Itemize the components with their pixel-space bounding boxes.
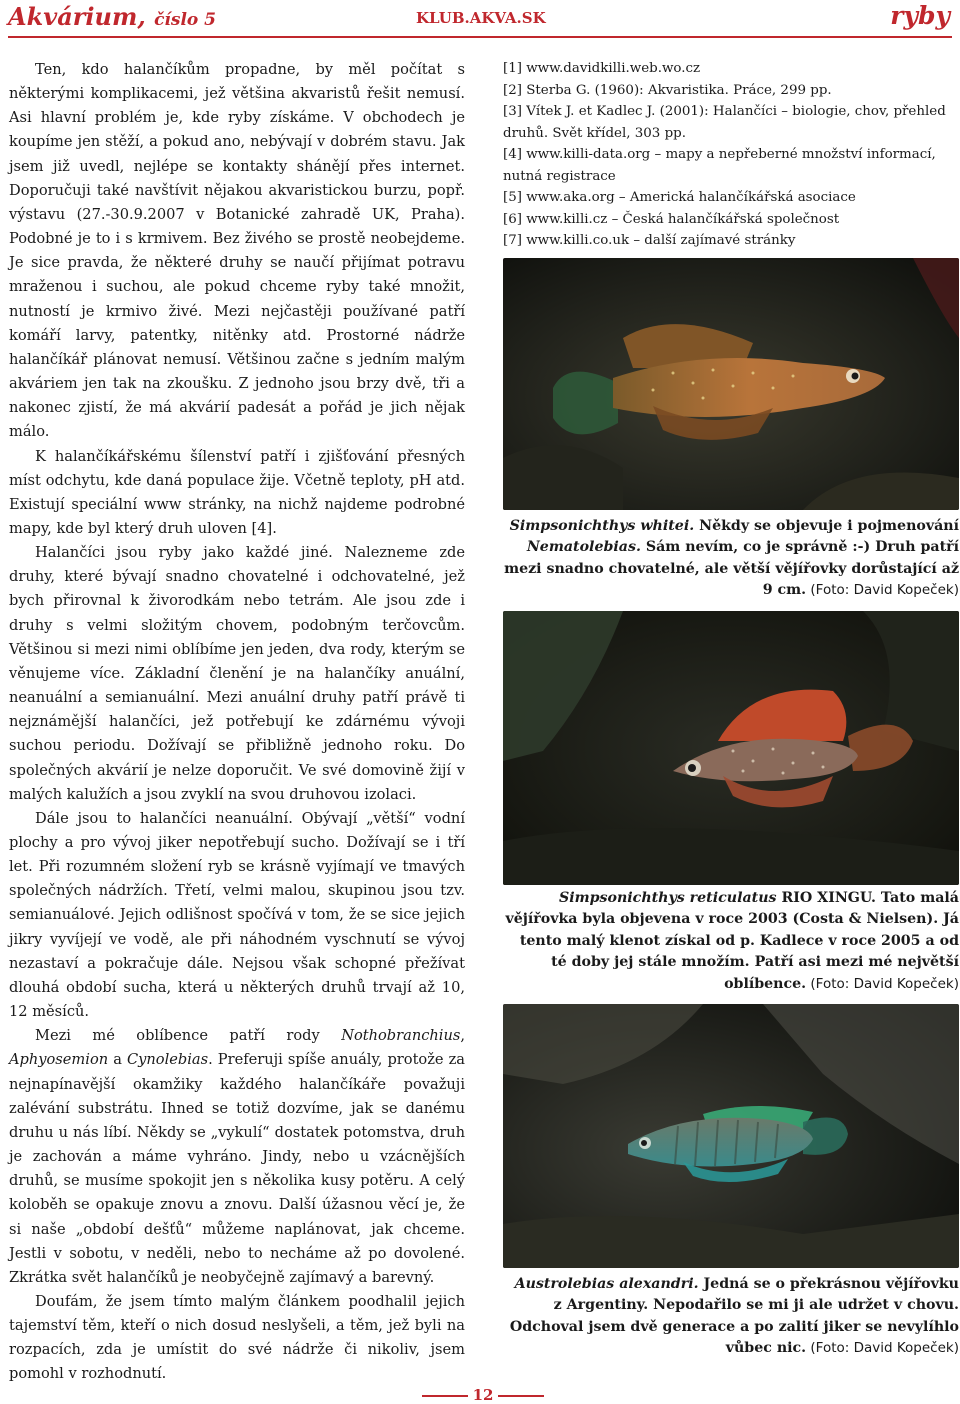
photo-credit: (Foto: David Kopeček): [806, 1340, 959, 1357]
genus-nothobranchius: Nothobranchius: [341, 1027, 461, 1045]
paragraph-5: [9, 1024, 465, 1290]
page-header: [8, 0, 952, 36]
photo-caption-3: [503, 1274, 959, 1360]
paragraph-5-text-b: ,: [460, 1027, 465, 1045]
reference-list: [503, 58, 959, 252]
magazine-name: Akvárium,: [8, 2, 146, 31]
caption-species: Simpsonichthys whitei.: [509, 518, 695, 534]
photo-caption-1: [503, 516, 959, 602]
article-body: [9, 58, 465, 1387]
genus-aphyosemion: Aphyosemion: [9, 1051, 109, 1069]
caption-text-2: Sám nevím, co je správně :-) Druh patří mezi snadno chovatelné, ale větší vějířovky dorůstající až 9 cm.: [504, 539, 959, 599]
magazine-title: [8, 2, 216, 31]
page-number: 12: [472, 1386, 494, 1404]
caption-text: Někdy se objevuje i pojmenování: [694, 518, 959, 534]
footer-rule-right: [498, 1395, 544, 1397]
reference-item: [1] www.davidkilli.web.wo.cz: [503, 61, 701, 76]
reference-item: [3] Vítek J. et Kadlec J. (2001): Halančíci – biologie, chov, přehled druhů. Svět křídel, 303 pp.: [503, 104, 946, 141]
caption-species: Austrolebias alexandri.: [514, 1276, 699, 1292]
paragraph-1: Ten, kdo halančíkům propadne, by měl počítat s některými komplikacemi, jež většina akvaristů řešit nemusí. Asi hlavní problém je, kde ryby získáme. V obchodech je koupíme jen stěží, a pokud ano, nebývají v dobrém stavu. Jak jsem již uvedl, nejlépe se kontakty shánějí přes internet. Doporučuji také navštívit nějakou akvaristickou burzu, popř. výstavu (27.-30.9.2007 v Botanické zahradě UK, Praha). Podobné je to i s krmivem. Bez živého se prostě neobejdeme. Je sice pravda, že některé druhy se naučí přijímat potravu mraženou i suchou, ale pokud chceme ryby také množit, nutností je krmivo živé. Mezi nejčastěji používané patří komáří larvy, patentky, nitěnky atd. Prostorné nádrže halančíkář plánovat nemusí. Většinou začne s jedním malým akváriem jen tak na zkoušku. Z jednoho jsou brzy dvě, tři a nakonec zjistí, že má akvárií padesát a pořád je jich nějak málo.: [9, 61, 465, 441]
caption-text: Jedná se o překrásnou vějířovku z Argentiny. Nepodařilo se mi ji ale udržet v chovu. Odchoval jsem dvě generace a po zalití jiker se nevylíhlo vůbec nic.: [509, 1276, 959, 1357]
photo-caption-2: [503, 888, 959, 995]
photo-credit: (Foto: David Kopeček): [806, 975, 959, 992]
reference-item: [5] www.aka.org – Americká halančíkářská asociace: [503, 190, 856, 205]
footer-rule-left: [422, 1395, 468, 1397]
page-footer: [0, 1386, 960, 1404]
references-block: [503, 58, 959, 252]
fish-photo-1: [503, 258, 959, 510]
fish-photo-austrolebias-alexandri: [503, 1004, 959, 1268]
fish-photo-simpsonichthys-whitei: [503, 258, 959, 510]
site-url: KLUB.AKVA.SK: [416, 9, 546, 27]
header-rule: [8, 36, 952, 38]
paragraph-5-text-c: a: [108, 1051, 127, 1069]
caption-text: RIO XINGU. Tato malá vějířovka byla objevena v roce 2003 (Costa & Nielsen). Já tento malý klenot získal od p. Kadlece v roce 2005 a od té doby jej stále množím. Patří asi mezi mé největší oblíbence.: [505, 890, 959, 992]
paragraph-5-text-d: . Preferuji spíše anuály, protože za nejnapínavější okamžiky každého halančíkáře považuji zalévání substrátu. Ihned se totiž dozvíme, jak se danému druhu u nás líbí. Někdy se „vykulí“ dostatek potomstva, druh je zachován a máme vyhráno. Jindy, nebo u vzácnějších druhů, se musíme spokojit jen s několika kusy potěru. A celý koloběh se opakuje znovu a znovu. Další úžasnou věcí je, že si naše „období dešťů“ můžeme naplánovat, jak chceme. Jestli v sobotu, v neděli, nebo to necháme až po dovolené. Zkrátka svět halančíků je neobyčejně zajímavý a barevný.: [9, 1051, 466, 1286]
fish-photo-2: [503, 611, 959, 885]
paragraph-3: Halančíci jsou ryby jako každé jiné. Nalezneme zde druhy, které bývají snadno chovatelné i odchovatelné, jež bych přirovnal k živorodkám nebo tetrám. Ale jsou zde i druhy s velmi složitým chovem, podobným terčovcům. Většinou si mezi nimi oblíbíme jen jeden, dva rody, kterým se věnujeme více. Základní členění je na halančíky anuální, neanuální a semianuální. Mezi anuální druhy patří právě ti nejznámější halančíci, jež potřebují ke zdárnému vývoji suchou periodu. Dožívají se přibližně jednoho roku. Do společných akvárií je nelze doporučit. Ve své domovině žijí v malých kalužích a jsou zvyklí na svou druhovou izolaci.: [9, 544, 465, 803]
reference-item: [4] www.killi-data.org – mapy a nepřeberné množství informací, nutná registrace: [503, 147, 936, 184]
caption-species: Simpsonichthys reticulatus: [558, 890, 777, 906]
paragraph-6: Doufám, že jsem tímto malým článkem poodhalil jejich tajemství těm, kteří o nich dosud neslyšeli, a těm, jež byli na rozpacích, zda je umístit do své nádrže či nikoliv, jsem pomohl v rozhodnutí.: [9, 1292, 465, 1383]
issue-number: číslo 5: [154, 10, 217, 30]
reference-item: [2] Sterba G. (1960): Akvaristika. Práce, 299 pp.: [503, 82, 832, 98]
genus-cynolebias: Cynolebias: [126, 1051, 209, 1069]
paragraph-4: Dále jsou to halančíci neanuální. Obývají „větší“ vodní plochy a pro vývoj jiker nepotřebují sucho. Dožívají se i tří let. Při rozumném složení ryb se krásně vyjímají ve tmavých společných nádržích. Třetí, velmi malou, skupinou jsou tzv. semianuálové. Jejich odlišnost spočívá v tom, že se sice jejich jikry vyvíjejí ve vodě, ale při náhodném vyschnutí se vývoj nezastaví a pokračuje dále. Nejsou však schopné přežívat dlouhá období sucha, která u některých druhů trvají až 10, 12 měsíců.: [9, 809, 465, 1021]
caption-species-alt: Nematolebias.: [526, 539, 641, 556]
reference-item: [6] www.killi.cz – Česká halančíkářská společnost: [503, 211, 840, 227]
photo-credit: (Foto: David Kopeček): [806, 582, 959, 599]
fish-photo-3: [503, 1004, 959, 1268]
reference-item: [7] www.killi.co.uk – další zajímavé stránky: [503, 233, 796, 248]
paragraph-5-text-a: Mezi mé oblíbence patří rody: [35, 1027, 342, 1045]
section-title: ryby: [890, 1, 950, 30]
paragraph-2: K halančíkářskému šílenství patří i zjišťování přesných míst odchytu, kde daná populace žije. Včetně teploty, pH atd. Existují speciální www stránky, na nichž najdeme podrobné mapy, kde byl který druh uloven [4].: [9, 447, 465, 537]
fish-photo-simpsonichthys-reticulatus: [503, 611, 959, 885]
